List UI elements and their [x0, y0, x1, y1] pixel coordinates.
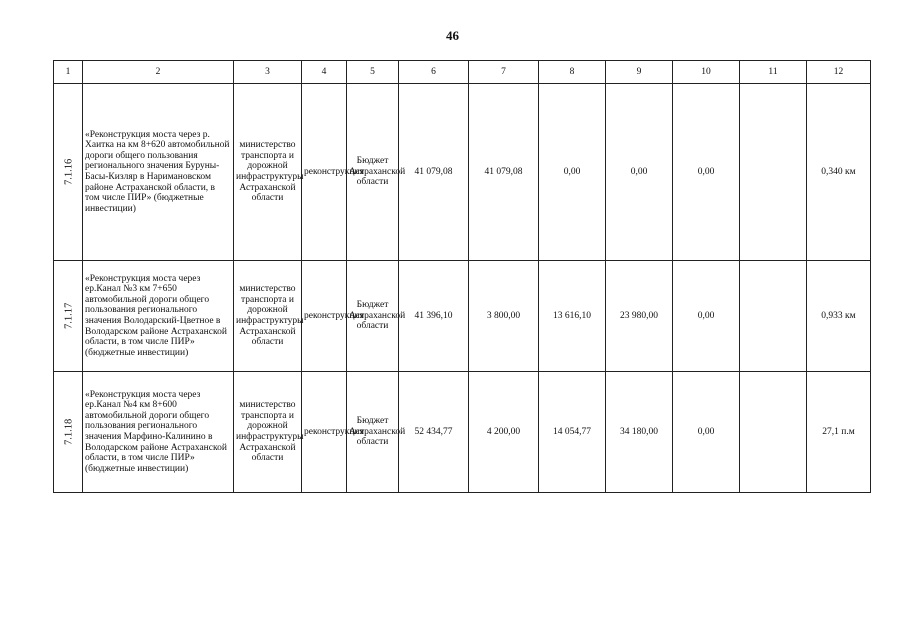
- value-col9: 34 180,00: [606, 372, 673, 493]
- value-col7: 41 079,08: [469, 84, 539, 261]
- column-header: 12: [807, 61, 871, 84]
- value-col7: 4 200,00: [469, 372, 539, 493]
- column-header: 7: [469, 61, 539, 84]
- column-header: 8: [539, 61, 606, 84]
- row-number-text: 7.1.16: [63, 158, 75, 186]
- work-type: реконструкция: [302, 84, 347, 261]
- column-header: 1: [54, 61, 83, 84]
- capacity-value: 27,1 п.м: [807, 372, 871, 493]
- column-header: 9: [606, 61, 673, 84]
- row-number: [54, 372, 83, 493]
- work-type: реконструкция: [302, 261, 347, 372]
- value-col8: 0,00: [539, 84, 606, 261]
- page-number: 46: [446, 28, 459, 43]
- column-header: 11: [740, 61, 807, 84]
- value-col8: 13 616,10: [539, 261, 606, 372]
- capacity-value: 0,933 км: [807, 261, 871, 372]
- responsible-org: министерство транспорта и дорожной инфраструктуры Астраханской области: [234, 84, 302, 261]
- funding-source: Бюджет Астраханской области: [347, 372, 399, 493]
- responsible-org: министерство транспорта и дорожной инфраструктуры Астраханской области: [234, 261, 302, 372]
- investment-table: [53, 60, 871, 493]
- row-number-text: 7.1.17: [63, 302, 75, 330]
- header-row: [54, 61, 871, 84]
- value-col9: 0,00: [606, 84, 673, 261]
- table-row: [54, 372, 871, 493]
- value-col6: 52 434,77: [399, 372, 469, 493]
- column-header: 2: [83, 61, 234, 84]
- funding-source: Бюджет Астраханской области: [347, 84, 399, 261]
- project-name: «Реконструкция моста через ер.Канал №3 км 7+650 автомобильной дороги общего пользования регионального значения Володарский-Цветное в Володарском районе Астраханской области, в том числе ПИР» (бюджетные инвестиции): [83, 261, 234, 372]
- work-type: реконструкция: [302, 372, 347, 493]
- value-col7: 3 800,00: [469, 261, 539, 372]
- column-header: 10: [673, 61, 740, 84]
- value-col11: [740, 84, 807, 261]
- row-number: [54, 261, 83, 372]
- value-col6: 41 396,10: [399, 261, 469, 372]
- column-header: 4: [302, 61, 347, 84]
- value-col9: 23 980,00: [606, 261, 673, 372]
- column-header: 3: [234, 61, 302, 84]
- table-row: [54, 84, 871, 261]
- value-col11: [740, 261, 807, 372]
- row-number-text: 7.1.18: [63, 418, 75, 446]
- funding-source: Бюджет Астраханской области: [347, 261, 399, 372]
- capacity-value: 0,340 км: [807, 84, 871, 261]
- project-name: «Реконструкция моста через ер.Канал №4 км 8+600 автомобильной дороги общего пользования регионального значения Марфино-Калинино в Володарском районе Астраханской области, в том числе ПИР» (бюджетные инвестиции): [83, 372, 234, 493]
- value-col8: 14 054,77: [539, 372, 606, 493]
- value-col6: 41 079,08: [399, 84, 469, 261]
- row-number: [54, 84, 83, 261]
- value-col10: 0,00: [673, 261, 740, 372]
- table-row: [54, 261, 871, 372]
- value-col10: 0,00: [673, 372, 740, 493]
- value-col11: [740, 372, 807, 493]
- column-header: 5: [347, 61, 399, 84]
- column-header: 6: [399, 61, 469, 84]
- project-name: «Реконструкция моста через р. Хаитка на км 8+620 автомобильной дороги общего пользования регионального значения Буруны-Басы-Кизляр в Наримановском районе Астраханской области, в том числе ПИР» (бюджетные инвестиции): [83, 84, 234, 261]
- responsible-org: министерство транспорта и дорожной инфраструктуры Астраханской области: [234, 372, 302, 493]
- value-col10: 0,00: [673, 84, 740, 261]
